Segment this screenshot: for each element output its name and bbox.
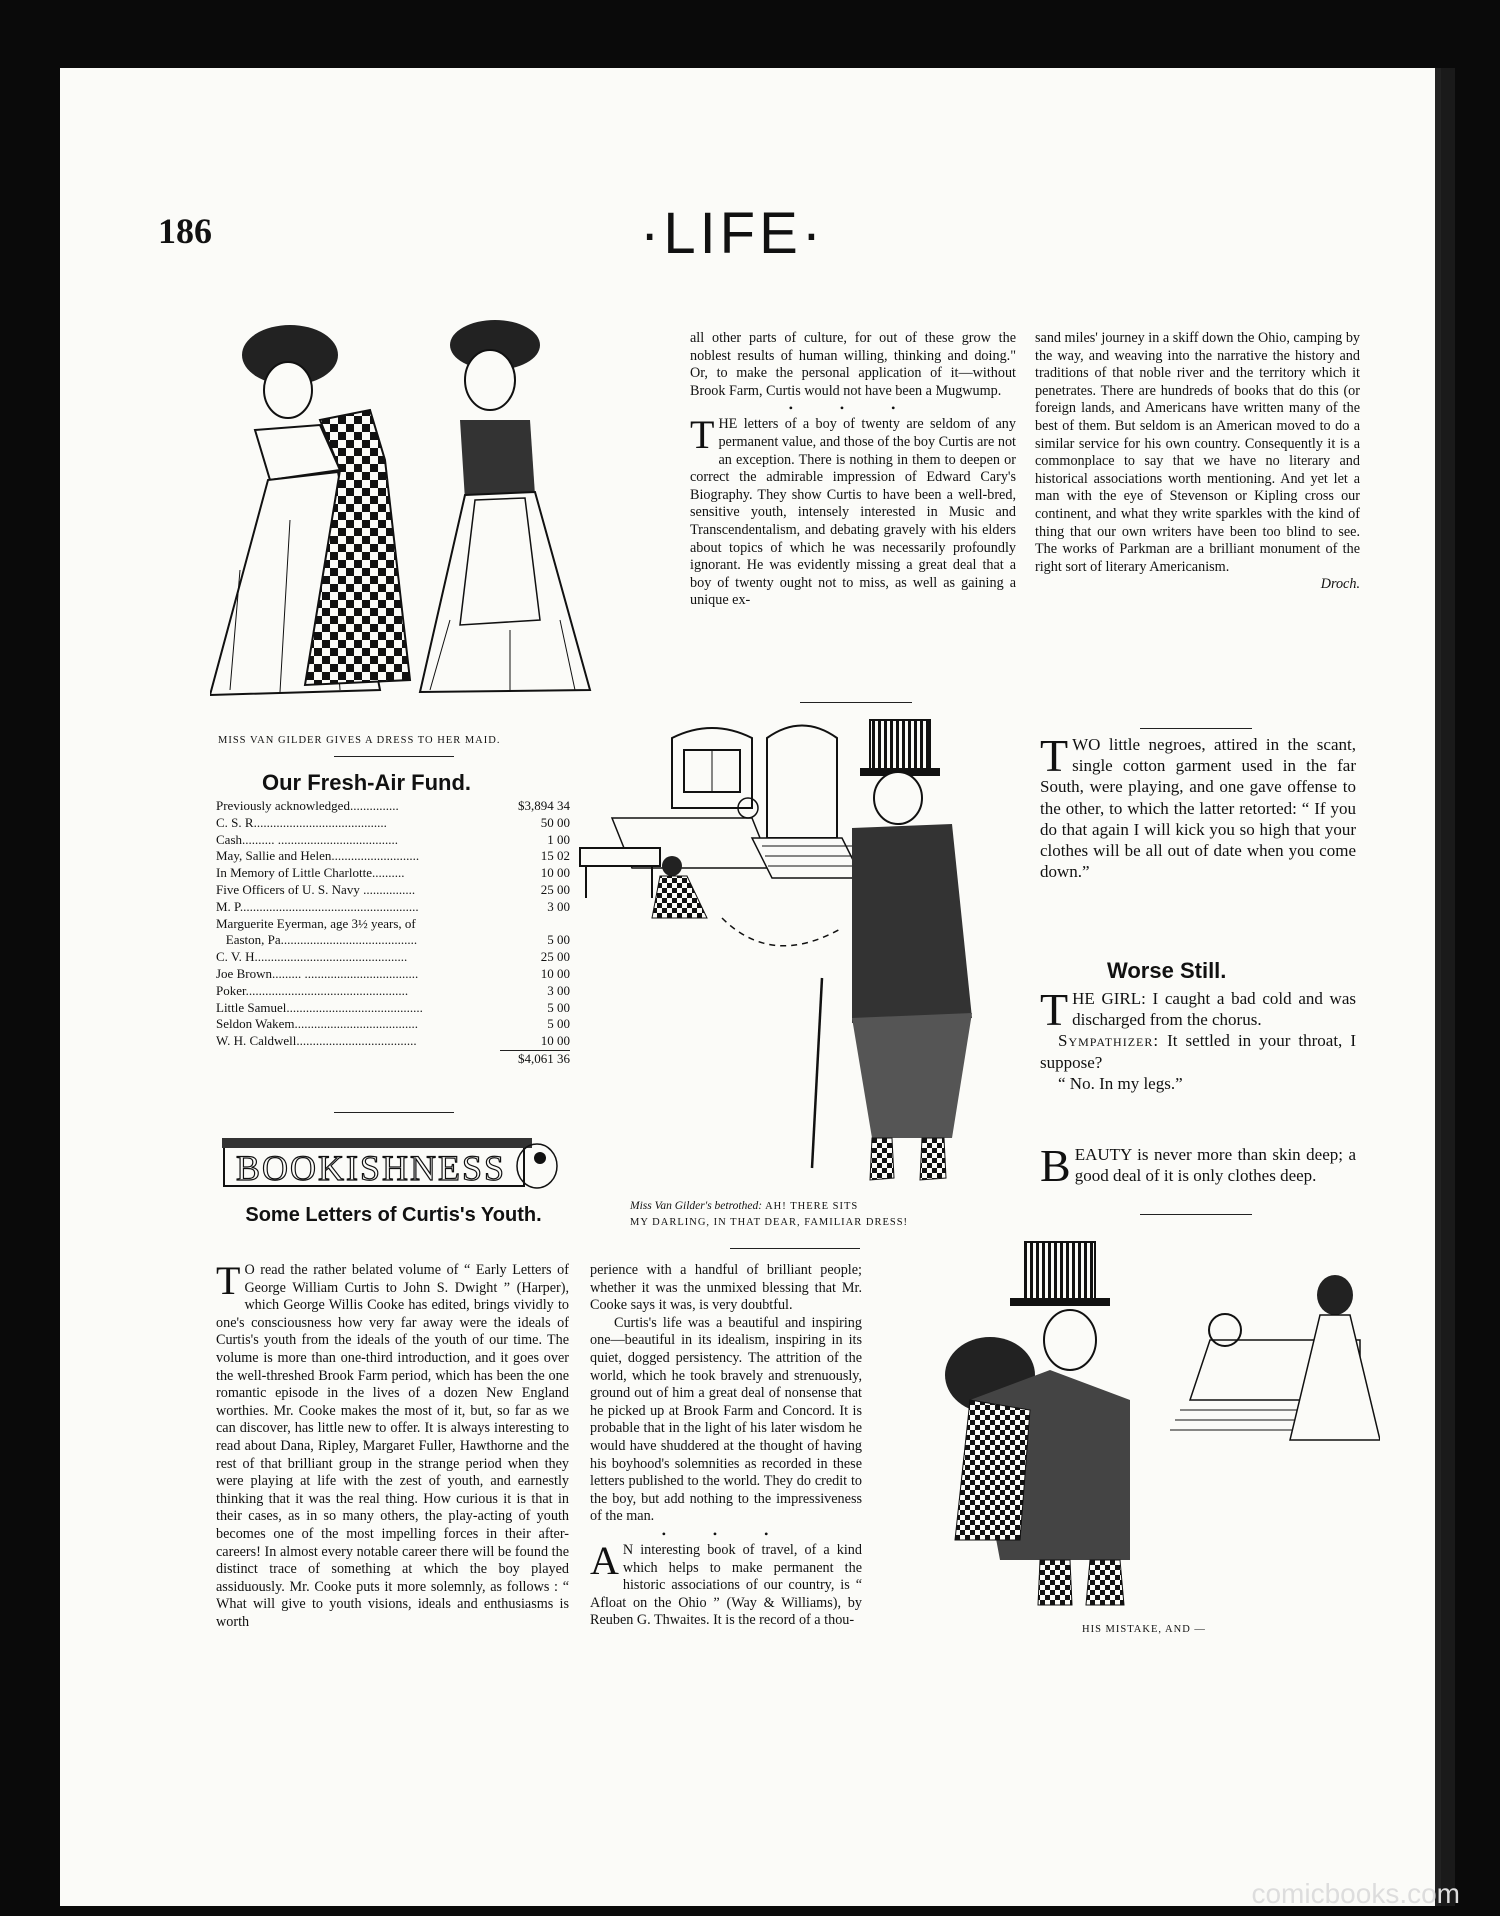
fund-row: Poker.................................................. 3 00 [216,982,570,998]
fund-row: C. V. H............................................... 25 00 [216,949,570,965]
signature: Droch. [1320,576,1360,593]
caption-mistake: HIS MISTAKE, AND — [1082,1624,1206,1635]
column-middle-top [690,330,1016,610]
dialogue-line: HE GIRL: I caught a bad cold and was discharged from the chorus. [1072,989,1356,1030]
speaker-label: Sympathizer: [1058,1031,1160,1051]
divider [334,1112,454,1113]
divider [1140,728,1252,729]
illustration-mistake [880,1240,1380,1610]
bookishness-banner-text: BOOKISHNESS [236,1148,507,1188]
drop-cap: B [1040,1140,1071,1191]
worse-still-title: Worse Still. [1107,958,1227,983]
paragraph: all other parts of culture, for out of these grow the noblest results of human willing, thinking and doing." Or, to make the personal application of it—without Brook Farm, Curtis would not have been a Mugwump. [690,330,1016,399]
paragraph: sand miles' journey in a skiff down the Ohio, camping by the way, and weaving into the narrative the history and traditions of that noble river and the territory which it penetrates. There are hundreds of books that do this (or foreign lands, and Americans have written many of the best of them. But seldom is an American moved to do a similar service for his own country. Consequently it is a commonplace to say that we have no literary and historical associations worth mentioning. And yet let a man with the eye of Stevenson or Kipling cross our continent, and what they write sparkles with the kind of thing that our own writers have been too blind to see. The works of Parkman are a brilliant monument of the right sort of literary Americanism. [1035,330,1361,575]
caption-speaker: Miss Van Gilder's betrothed: [630,1200,763,1212]
divider [334,756,454,757]
drop-cap: T [690,412,715,458]
fund-row: W. H. Caldwell..................................... 10 00 [216,1033,570,1049]
caption-line: AH! THERE SITS [765,1201,859,1212]
paragraph: EAUTY is never more than skin deep; a good deal of it is only clothes deep. [1074,1145,1356,1186]
story-two-boys [1040,730,1356,882]
fund-row: M. P....................................................... 3 00 [216,898,570,914]
fund-row: Easton, Pa.......................................... 5 00 [216,932,570,948]
fund-row: C. S. R......................................... 50 00 [216,814,570,830]
divider [800,702,912,703]
bookishness-banner [222,1136,562,1192]
masthead: ·LIFE· [640,201,826,266]
page-number: 186 [158,211,212,251]
divider [1140,1214,1252,1215]
paragraph: O read the rather belated volume of “ Early Letters of George William Curtis to John S. Dwight ” (Harper), which George Willis Cooke has edited, brings vividly to one's consciousness how very far away were the ideals of Curtis's youth from the ideals of the youth of our time. The volume is more than one-third introduction, and it goes over the well-threshed Brook Farm period, which has been the one romantic episode in the lives of a dozen New England worthies. Mr. Cooke makes the most of it, but, so far as we can discover, has little new to offer. It is always interesting to read about Dana, Ripley, Margaret Fuller, Hawthorne and the rest of that brilliant group in the strange period when they were playing at life with the zest of youth, and earnestly thinking that it was the real thing. How curious it is that in their cases, as in so many others, the play-acting of youth becomes one of the most impelling forces in their after-careers! In almost every notable career there will be found the distinct trace of something at which the boy played assiduously. Mr. Cooke puts it more solemnly, as follows : “ What will give to youth visions, ideals and enthusiasms is worth [216,1262,569,1630]
story-worse-still [1040,984,1356,1094]
dialogue-line: “ No. In my legs.” [1058,1073,1183,1093]
watermark-text: comicbooks.com [1251,1878,1460,1909]
column-right-top [1035,330,1360,594]
fund-table [216,798,570,1068]
caption-line: MY DARLING, IN THAT DEAR, FAMILIAR DRESS! [630,1217,909,1228]
fund-row: In Memory of Little Charlotte.......... 10 00 [216,865,570,881]
column-curtis-review [216,1258,569,1631]
drop-cap: T [216,1258,241,1303]
paragraph: WO little negroes, attired in the scant, single cotton garment used in the far South, were playing, and one gave offense to the other, to which the latter retorted: “ If you do that again I will kick you so high that your clothes will be all out of date when you come down.” [1040,735,1356,882]
fund-row: Marguerite Eyerman, age 3½ years, of [216,915,416,931]
column-middle-bottom [590,1262,862,1630]
caption-betrothed [630,1198,960,1231]
fund-row: Little Samuel.......................................... 5 00 [216,999,570,1015]
paragraph: perience with a handful of brilliant people; whether it was the unmixed blessing that Mr. Cooke says it was, is very doubtful. [590,1262,862,1314]
fund-row: Seldon Wakem...................................... 5 00 [216,1016,570,1032]
paragraph: N interesting book of travel, of a kind which helps to make permanent the historic associations of our country, is “ Afloat on the Ohio ” (Way & Williams), by Reuben G. Thwaites. It is the record of a thou- [590,1541,862,1629]
page-spine [1435,68,1441,1906]
section-dots: • • • [788,401,918,416]
paragraph: HE letters of a boy of twenty are seldom of any permanent value, and those of the boy Curtis are not an exception. There is nothing in them to deepen or correct the admirable impression of Edward Cary's Biography. They show Curtis to have been a well-bred, sensitive youth, intensely interested in Music and Transcendentalism, and debating gravely with his elders about topics of which he was necessarily profoundly ignorant. He was evidently missing a great deal that a boy of twenty ought not to miss, as well as gaining a unique ex- [690,416,1016,609]
illustration-betrothed [572,718,1012,1190]
fund-row: Cash.......... ..................................... 1 00 [216,831,570,847]
fund-total: $4,061 36 [500,1050,570,1068]
fund-row: May, Sallie and Helen........................... 15 02 [216,848,570,864]
fund-row: Joe Brown......... ................................... 10 00 [216,965,570,981]
fund-row: Previously acknowledged............... $3,894 34 [216,798,570,813]
fund-title: Our Fresh-Air Fund. [262,770,471,795]
fund-row: Five Officers of U. S. Navy ................ 25 00 [216,881,570,897]
dialogue-line: It settled in your throat, I suppose? [1040,1031,1356,1072]
paragraph: Curtis's life was a beautiful and inspiring one—beautiful in its idealism, inspiring in its quiet, dogged persistency. The attrition of the world, which he took bravely and strenuously, ground out of him a great deal of nonsense that he picked up at Brook Farm and Concord. It is probable that in the light of his later wisdom he would have shuddered at the thought of having his boyhood's solemnities as recorded in these letters published to the world. They do credit to the boy, but add nothing to the impressiveness of the man. [590,1314,862,1525]
section-dots: • • • [661,1526,791,1541]
caption-maid: MISS VAN GILDER GIVES A DRESS TO HER MAID. [218,735,501,746]
section-title: Some Letters of Curtis's Youth. [245,1204,542,1226]
drop-cap: T [1040,730,1069,781]
divider [730,1248,860,1249]
drop-cap: T [1040,984,1069,1035]
illustration-dress-maid [210,320,690,715]
drop-cap: A [590,1537,619,1583]
story-beauty [1040,1140,1356,1191]
